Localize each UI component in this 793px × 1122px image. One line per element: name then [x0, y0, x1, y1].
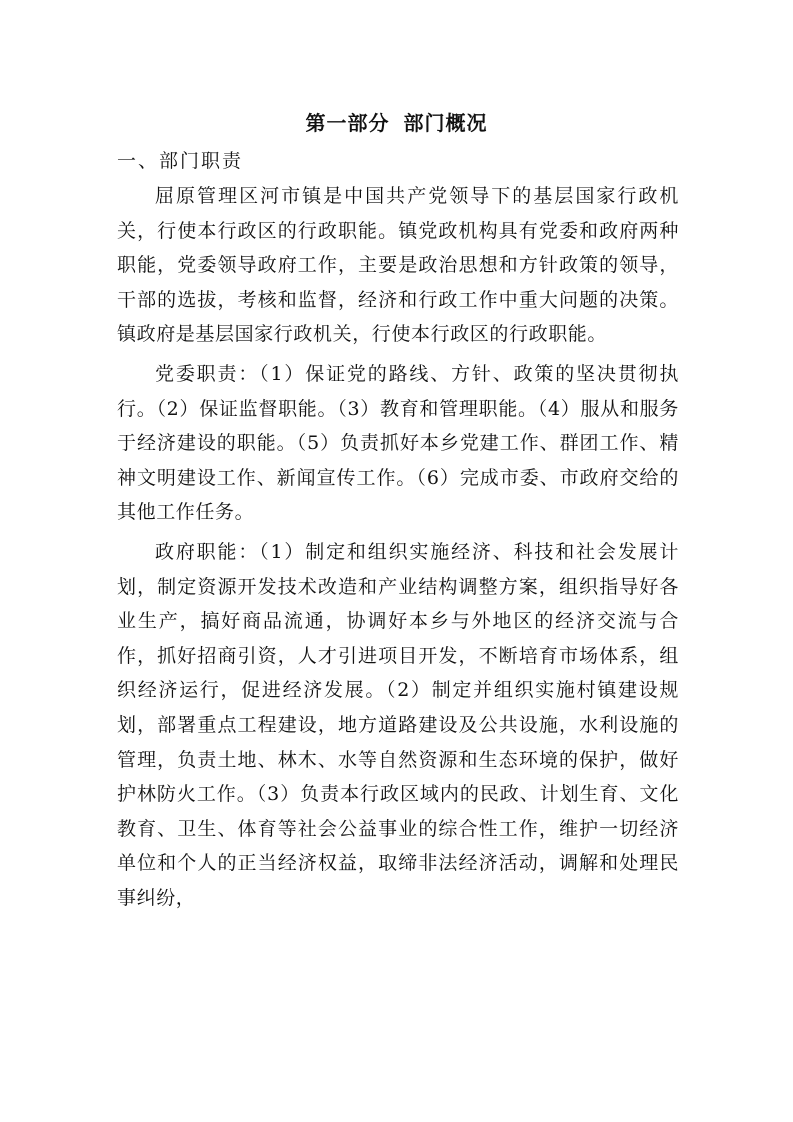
document-body [117, 179, 679, 915]
paragraph-department-overview: 屈原管理区河市镇是中国共产党领导下的基层国家行政机关，行使本行政区的行政职能。镇党政机构具有党委和政府两种职能，党委领导政府工作，主要是政治思想和方针政策的领导，干部的选拔，考核和监督，经济和行政工作中重大问题的决策。镇政府是基层国家行政机关，行使本行政区的行政职能。 [117, 185, 679, 346]
section-heading: 一、部门职责 [117, 150, 244, 172]
paragraph-government-functions: 政府职能：（1）制定和组织实施经济、科技和社会发展计划，制定资源开发技术改造和产业结构调整方案，组织指导好各业生产，搞好商品流通，协调好本乡与外地区的经济交流与合作，抓好招商引资，人才引进项目开发，不断培育市场体系，组织经济运行，促进经济发展。（2）制定并组织实施村镇建设规划，部署重点工程建设，地方道路建设及公共设施，水利设施的管理，负责土地、林木、水等自然资源和生态环境的保护，做好护林防火工作。（3）负责本行政区域内的民政、计划生育、文化教育、卫生、体育等社会公益事业的综合性工作，维护一切经济单位和个人的正当经济权益，取缔非法经济活动，调解和处理民事纠纷， [117, 540, 679, 909]
document-title: 第一部分 部门概况 [305, 111, 488, 135]
paragraph-party-duties: 党委职责：（1）保证党的路线、方针、政策的坚决贯彻执行。（2）保证监督职能。（3）教育和管理职能。（4）服从和服务于经济建设的职能。（5）负责抓好本乡党建工作、群团工作、精神文明建设工作、新闻宣传工作。（6）完成市委、市政府交给的其他工作任务。 [117, 362, 679, 524]
